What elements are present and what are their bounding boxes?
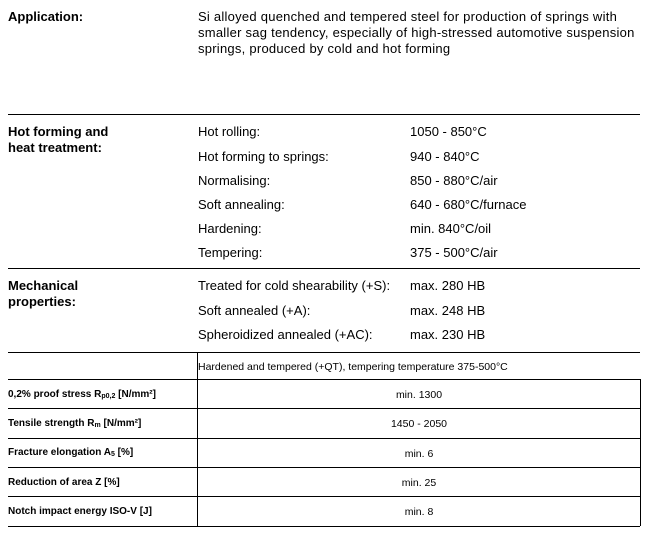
- divider: [8, 268, 640, 269]
- table-border: [640, 379, 641, 526]
- hot-forming-label-line1: Hot forming and: [8, 124, 109, 139]
- table-border: [197, 379, 198, 526]
- process-value: 850 - 880°C/air: [410, 173, 498, 188]
- process-label: Hot forming to springs:: [198, 149, 329, 164]
- application-label: Application:: [8, 9, 84, 24]
- table-row-value: min. 8: [404, 506, 434, 518]
- table-row-label: Tensile strength $R_m$ [N/mm²]: [8, 418, 142, 429]
- process-label: Hardening:: [198, 221, 262, 236]
- process-label: Hot rolling:: [198, 124, 261, 139]
- mechanical-label-line2: properties:: [8, 294, 76, 309]
- process-value: 1050 - 850°C: [410, 124, 487, 139]
- table-border: [8, 379, 640, 380]
- condition-value: max. 280 HB: [410, 278, 486, 293]
- table-row-label: Fracture elongation $A_5$ [%]: [8, 447, 134, 458]
- application-text: Si alloyed quenched and tempered steel for production of springs with smaller sag tendency, especially of high-stressed automotive suspension springs, produced by cold and hot forming: [198, 9, 635, 56]
- table-row-value: min. 6: [404, 448, 434, 460]
- table-row-label: Notch impact energy ISO-V [J]: [8, 506, 152, 517]
- condition-value: max. 230 HB: [410, 327, 486, 342]
- table-row-value: 1450 - 2050: [390, 418, 448, 430]
- table-border: [8, 352, 640, 353]
- table-border: [8, 496, 640, 497]
- hot-forming-label-line2: heat treatment:: [8, 140, 102, 155]
- process-label: Tempering:: [198, 245, 263, 260]
- condition-value: max. 248 HB: [410, 303, 486, 318]
- process-label: Normalising:: [198, 173, 271, 188]
- condition-label: Soft annealed (+A):: [198, 303, 311, 318]
- mechanical-label-line1: Mechanical: [8, 278, 79, 293]
- process-value: 640 - 680°C/furnace: [410, 197, 527, 212]
- table-row-value: min. 25: [401, 477, 437, 489]
- table-border: [8, 467, 640, 468]
- condition-label: Spheroidized annealed (+AC):: [198, 327, 373, 342]
- process-value: 940 - 840°C: [410, 149, 480, 164]
- divider: [8, 114, 640, 115]
- table-row-label: 0,2% proof stress $R_{p0,2}$ [N/mm²]: [8, 389, 156, 400]
- condition-label: Treated for cold shearability (+S):: [198, 278, 391, 293]
- table-border: [8, 408, 640, 409]
- table-row-label: Reduction of area Z [%]: [8, 477, 120, 488]
- qt-table-header: Hardened and tempered (+QT), tempering temperature 375-500°C: [198, 361, 508, 373]
- process-value: min. 840°C/oil: [410, 221, 492, 236]
- table-row-value: min. 1300: [395, 389, 443, 401]
- table-border: [8, 526, 640, 527]
- process-value: 375 - 500°C/air: [410, 245, 498, 260]
- table-border: [8, 438, 640, 439]
- process-label: Soft annealing:: [198, 197, 285, 212]
